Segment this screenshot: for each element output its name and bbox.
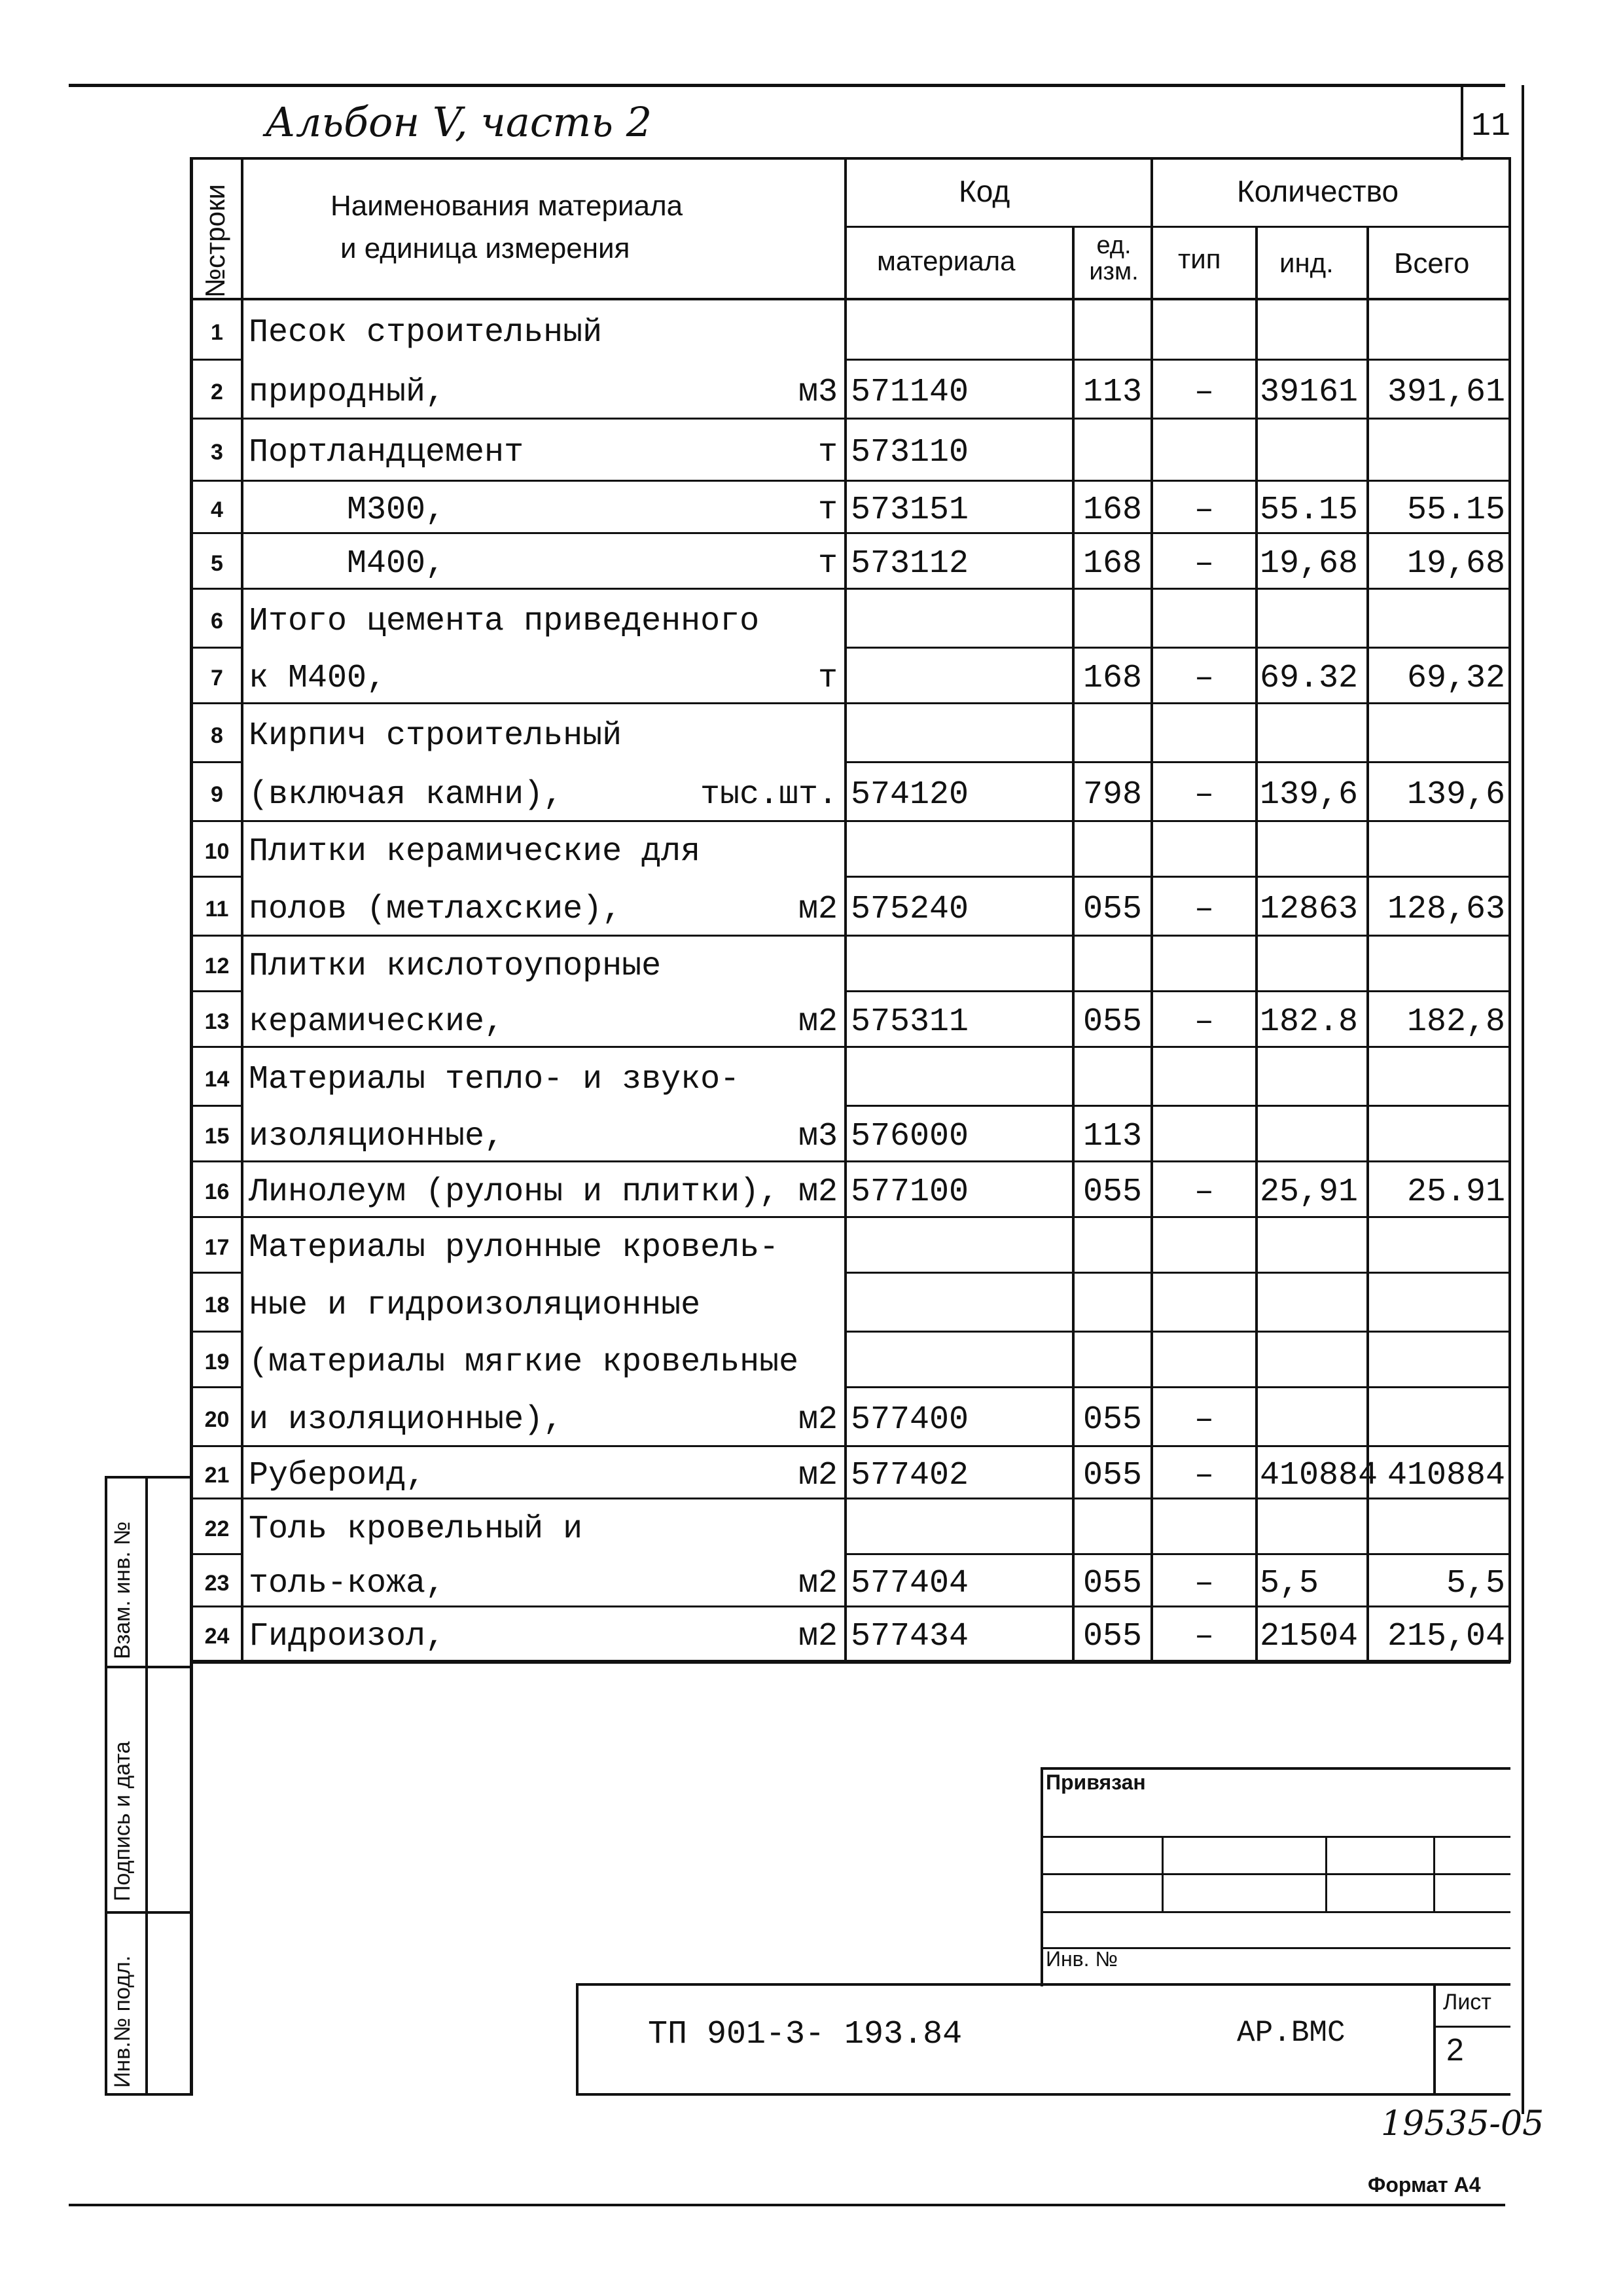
table-row <box>0 1499 1623 1554</box>
unit-code: 113 <box>1082 373 1142 411</box>
table-row <box>0 533 1623 589</box>
qty-ind: 25,91 <box>1260 1174 1359 1211</box>
qty-ind: 39161 <box>1260 373 1359 411</box>
qty-type <box>1155 1217 1253 1273</box>
material-code <box>851 821 1067 877</box>
header-corner-divider <box>1461 85 1463 160</box>
table-row <box>0 1388 1623 1446</box>
table-row <box>0 419 1623 481</box>
unit-code: 055 <box>1082 1456 1142 1494</box>
row-number: 16 <box>204 1179 230 1204</box>
material-code: 577400 <box>851 1401 969 1439</box>
qty-total <box>1371 1217 1505 1273</box>
material-name: Толь кровельный и <box>249 1511 583 1548</box>
table-row <box>0 1446 1623 1499</box>
qty-ind: 410884 <box>1260 1456 1378 1494</box>
row-number: 15 <box>204 1124 230 1149</box>
header-code-material: материала <box>877 245 1016 276</box>
table-row <box>0 648 1623 704</box>
qty-ind <box>1260 300 1364 360</box>
header-qty-ind: инд. <box>1279 247 1334 278</box>
unit-code: 055 <box>1082 1618 1142 1655</box>
unit-code: 168 <box>1082 660 1142 697</box>
header-row-number: №строки <box>200 184 230 298</box>
row-number: 12 <box>204 954 230 978</box>
qty-total: 391,61 <box>1387 373 1505 411</box>
row-number: 5 <box>211 551 223 576</box>
qty-total: 182,8 <box>1406 1003 1505 1041</box>
qty-ind <box>1260 1273 1364 1332</box>
material-name: М300, <box>249 491 446 529</box>
qty-total: 5,5 <box>1446 1564 1505 1602</box>
unit-code: 055 <box>1082 1401 1142 1439</box>
unit <box>687 1047 838 1106</box>
unit: м2 <box>798 890 838 928</box>
material-name: Итого цемента приведенного <box>249 602 760 640</box>
side-stamp-sign-date: Подпись и дата <box>110 1741 135 1901</box>
material-code: 573110 <box>851 434 969 471</box>
unit <box>687 1332 838 1388</box>
qty-total <box>1371 419 1505 481</box>
unit-code <box>1077 1499 1149 1554</box>
material-code <box>851 300 1067 360</box>
header-qty-total: Всего <box>1394 247 1470 279</box>
unit: м2 <box>798 1003 838 1041</box>
qty-type <box>1155 589 1253 648</box>
material-name: М400, <box>249 545 446 583</box>
table-row <box>0 360 1623 419</box>
album-title: Альбон V, часть 2 <box>265 98 652 146</box>
qty-total: 55.15 <box>1406 491 1505 529</box>
row-number: 14 <box>204 1066 230 1092</box>
qty-ind <box>1260 821 1364 877</box>
qty-total <box>1371 936 1505 992</box>
material-name: и изоляционные), <box>249 1401 563 1439</box>
table-row <box>0 821 1623 877</box>
unit: м2 <box>798 1618 838 1655</box>
table-row <box>0 1273 1623 1332</box>
title-block-sheet-number: 2 <box>1446 2033 1464 2068</box>
unit-code <box>1077 300 1149 360</box>
qty-ind <box>1260 589 1364 648</box>
qty-ind: 55.15 <box>1260 491 1359 529</box>
qty-total: 215,04 <box>1387 1618 1505 1655</box>
material-code <box>851 704 1067 762</box>
unit: м3 <box>798 373 838 411</box>
row-number: 13 <box>204 1009 230 1034</box>
row-number: 2 <box>211 379 223 404</box>
material-code <box>851 589 1067 648</box>
material-code <box>851 648 1067 704</box>
qty-total: 128,63 <box>1387 890 1505 928</box>
material-code: 577100 <box>851 1174 969 1211</box>
row-number: 4 <box>211 497 223 522</box>
material-name: изоляционные, <box>249 1118 505 1155</box>
material-code <box>851 1332 1067 1388</box>
row-number: 24 <box>204 1624 230 1649</box>
material-name: толь-кожа, <box>249 1564 446 1602</box>
table-row <box>0 589 1623 648</box>
table-row <box>0 936 1623 992</box>
qty-type: – <box>1194 491 1214 529</box>
qty-total <box>1371 1047 1505 1106</box>
unit-code: 168 <box>1082 545 1142 583</box>
table-row <box>0 481 1623 533</box>
table-row <box>0 1047 1623 1106</box>
unit: м3 <box>798 1118 838 1155</box>
qty-ind <box>1260 1106 1364 1162</box>
material-code <box>851 936 1067 992</box>
material-code: 575240 <box>851 890 969 928</box>
material-name: Плитки керамические для <box>249 833 701 870</box>
qty-ind <box>1260 1217 1364 1273</box>
qty-type <box>1155 821 1253 877</box>
unit-code <box>1077 419 1149 481</box>
material-code <box>851 1217 1067 1273</box>
qty-total <box>1371 1388 1505 1446</box>
material-code: 574120 <box>851 776 969 814</box>
table-row <box>0 1332 1623 1388</box>
qty-ind: 21504 <box>1260 1618 1359 1655</box>
qty-ind <box>1260 704 1364 762</box>
title-block-inv-label: Инв. № <box>1046 1947 1118 1971</box>
material-name: природный, <box>249 373 446 411</box>
format-label: Формат А4 <box>1368 2173 1481 2197</box>
table-row <box>0 300 1623 360</box>
unit: м2 <box>798 1401 838 1439</box>
material-name: к М400, <box>249 660 387 697</box>
unit-code <box>1077 1273 1149 1332</box>
row-number: 6 <box>211 608 223 634</box>
header-name-line1: Наименования материала <box>330 190 683 222</box>
material-code <box>851 1499 1067 1554</box>
header-quantity: Количество <box>1237 174 1399 208</box>
qty-total <box>1371 1499 1505 1554</box>
qty-total <box>1371 1332 1505 1388</box>
unit: м2 <box>798 1174 838 1211</box>
material-name: Линолеум (рулоны и плитки), <box>249 1174 779 1211</box>
qty-total <box>1371 821 1505 877</box>
material-name: полов (метлахские), <box>249 890 622 928</box>
table-row <box>0 704 1623 762</box>
qty-type <box>1155 1106 1253 1162</box>
qty-total <box>1371 1106 1505 1162</box>
qty-ind: 19,68 <box>1260 545 1359 583</box>
unit-code <box>1077 1332 1149 1388</box>
row-number: 10 <box>204 839 230 864</box>
header-code-unit: ед. изм. <box>1089 232 1139 285</box>
material-code: 576000 <box>851 1118 969 1155</box>
table-row <box>0 1554 1623 1607</box>
material-code: 577402 <box>851 1456 969 1494</box>
qty-type <box>1155 1047 1253 1106</box>
table-row <box>0 1162 1623 1217</box>
material-name: Материалы рулонные кровель- <box>249 1229 779 1266</box>
row-number: 19 <box>204 1350 230 1374</box>
qty-ind: 5,5 <box>1260 1564 1319 1602</box>
row-number: 9 <box>211 781 223 807</box>
unit-code <box>1077 821 1149 877</box>
unit <box>687 704 838 762</box>
unit-code: 798 <box>1082 776 1142 814</box>
qty-type <box>1155 1273 1253 1332</box>
unit-code <box>1077 1047 1149 1106</box>
table-row <box>0 1607 1623 1661</box>
qty-ind <box>1260 1388 1364 1446</box>
qty-ind: 12863 <box>1260 890 1359 928</box>
table-row <box>0 1217 1623 1273</box>
row-number: 11 <box>205 896 229 922</box>
unit: т <box>817 660 838 697</box>
side-stamp-vzam-inv: Взам. инв. № <box>110 1521 135 1659</box>
side-stamp-inv-no: Инв.№ подл. <box>110 1955 135 2088</box>
unit-code <box>1077 936 1149 992</box>
table-row <box>0 1106 1623 1162</box>
unit: т <box>817 491 838 529</box>
unit: м2 <box>798 1456 838 1494</box>
qty-total <box>1371 1273 1505 1332</box>
qty-type <box>1155 704 1253 762</box>
qty-total <box>1371 589 1505 648</box>
material-name: Плитки кислотоупорные <box>249 948 662 985</box>
qty-total: 25.91 <box>1406 1174 1505 1211</box>
qty-type: – <box>1194 1174 1214 1211</box>
qty-ind <box>1260 1047 1364 1106</box>
qty-type: – <box>1194 1003 1214 1041</box>
unit <box>687 1217 838 1273</box>
qty-type <box>1155 419 1253 481</box>
row-number: 8 <box>211 723 223 748</box>
unit: тыс.шт. <box>700 776 838 814</box>
table-row <box>0 877 1623 936</box>
unit <box>687 589 838 648</box>
qty-ind: 69.32 <box>1260 660 1359 697</box>
top-border <box>69 84 1505 87</box>
title-block-doc-mark: АР.ВМС <box>1237 2016 1346 2050</box>
qty-type: – <box>1194 1456 1214 1494</box>
unit: м2 <box>798 1564 838 1602</box>
qty-type: – <box>1194 660 1214 697</box>
unit <box>687 821 838 877</box>
material-code <box>851 1047 1067 1106</box>
bottom-border <box>69 2204 1505 2206</box>
qty-type: – <box>1194 373 1214 411</box>
unit-code: 055 <box>1082 890 1142 928</box>
qty-ind <box>1260 419 1364 481</box>
header-code: Код <box>959 174 1010 208</box>
unit-code: 055 <box>1082 1174 1142 1211</box>
page-corner-number: 11 <box>1471 108 1511 145</box>
material-code: 573112 <box>851 545 969 583</box>
unit <box>687 1273 838 1332</box>
row-number: 17 <box>204 1235 230 1260</box>
material-code: 575311 <box>851 1003 969 1041</box>
material-code <box>851 1273 1067 1332</box>
qty-ind: 182.8 <box>1260 1003 1359 1041</box>
qty-ind <box>1260 936 1364 992</box>
material-name: ные и гидроизоляционные <box>249 1286 701 1324</box>
material-name: керамические, <box>249 1003 505 1041</box>
unit <box>687 1499 838 1554</box>
qty-ind <box>1260 1332 1364 1388</box>
unit <box>687 300 838 360</box>
row-separator <box>190 1660 1510 1662</box>
qty-total: 139,6 <box>1406 776 1505 814</box>
unit-code: 055 <box>1082 1564 1142 1602</box>
header-qty-type: тип <box>1178 243 1221 274</box>
table-row <box>0 762 1623 821</box>
qty-total: 69,32 <box>1406 660 1505 697</box>
material-name: (включая камни), <box>249 776 563 814</box>
qty-type <box>1155 1499 1253 1554</box>
qty-total <box>1371 300 1505 360</box>
material-name: Портландцемент <box>249 434 524 471</box>
material-name: Гидроизол, <box>249 1618 446 1655</box>
material-name: Материалы тепло- и звуко- <box>249 1060 740 1098</box>
row-number: 22 <box>204 1516 230 1541</box>
row-number: 3 <box>211 440 223 465</box>
title-block-doc-code: ТП 901-3- 193.84 <box>648 2016 963 2053</box>
material-code: 571140 <box>851 373 969 411</box>
row-number: 1 <box>211 319 223 345</box>
qty-type: – <box>1194 1401 1214 1439</box>
qty-type <box>1155 936 1253 992</box>
row-number: 18 <box>204 1292 230 1318</box>
material-code: 577404 <box>851 1564 969 1602</box>
row-number: 20 <box>204 1407 230 1432</box>
unit: т <box>817 434 838 471</box>
qty-total <box>1371 704 1505 762</box>
unit <box>687 936 838 992</box>
qty-type: – <box>1194 1618 1214 1655</box>
unit-code: 168 <box>1082 491 1142 529</box>
title-block-sheet-label: Лист <box>1443 1990 1491 2015</box>
unit-code <box>1077 704 1149 762</box>
qty-type <box>1155 300 1253 360</box>
unit-code: 113 <box>1082 1118 1142 1155</box>
qty-ind: 139,6 <box>1260 776 1359 814</box>
unit-code: 055 <box>1082 1003 1142 1041</box>
material-name: Песок строительный <box>249 314 603 351</box>
title-block-privyazan: Привязан <box>1046 1770 1146 1794</box>
unit-code <box>1077 1217 1149 1273</box>
row-number: 21 <box>204 1462 230 1488</box>
unit: т <box>817 545 838 583</box>
qty-type: – <box>1194 1564 1214 1602</box>
table-row <box>0 992 1623 1047</box>
qty-type: – <box>1194 890 1214 928</box>
unit-code <box>1077 589 1149 648</box>
material-code: 577434 <box>851 1618 969 1655</box>
qty-total: 410884 <box>1387 1456 1505 1494</box>
qty-type: – <box>1194 545 1214 583</box>
qty-type: – <box>1194 776 1214 814</box>
material-name: Рубероид, <box>249 1456 426 1494</box>
row-number: 7 <box>211 666 223 691</box>
material-name: (материалы мягкие кровельные <box>249 1344 799 1381</box>
qty-type <box>1155 1332 1253 1388</box>
qty-ind <box>1260 1499 1364 1554</box>
material-code: 573151 <box>851 491 969 529</box>
header-name-line2: и единица измерения <box>340 232 630 264</box>
qty-total: 19,68 <box>1406 545 1505 583</box>
handwritten-number: 19535-05 <box>1381 2104 1544 2144</box>
row-number: 23 <box>204 1570 230 1596</box>
material-name: Кирпич строительный <box>249 717 622 755</box>
